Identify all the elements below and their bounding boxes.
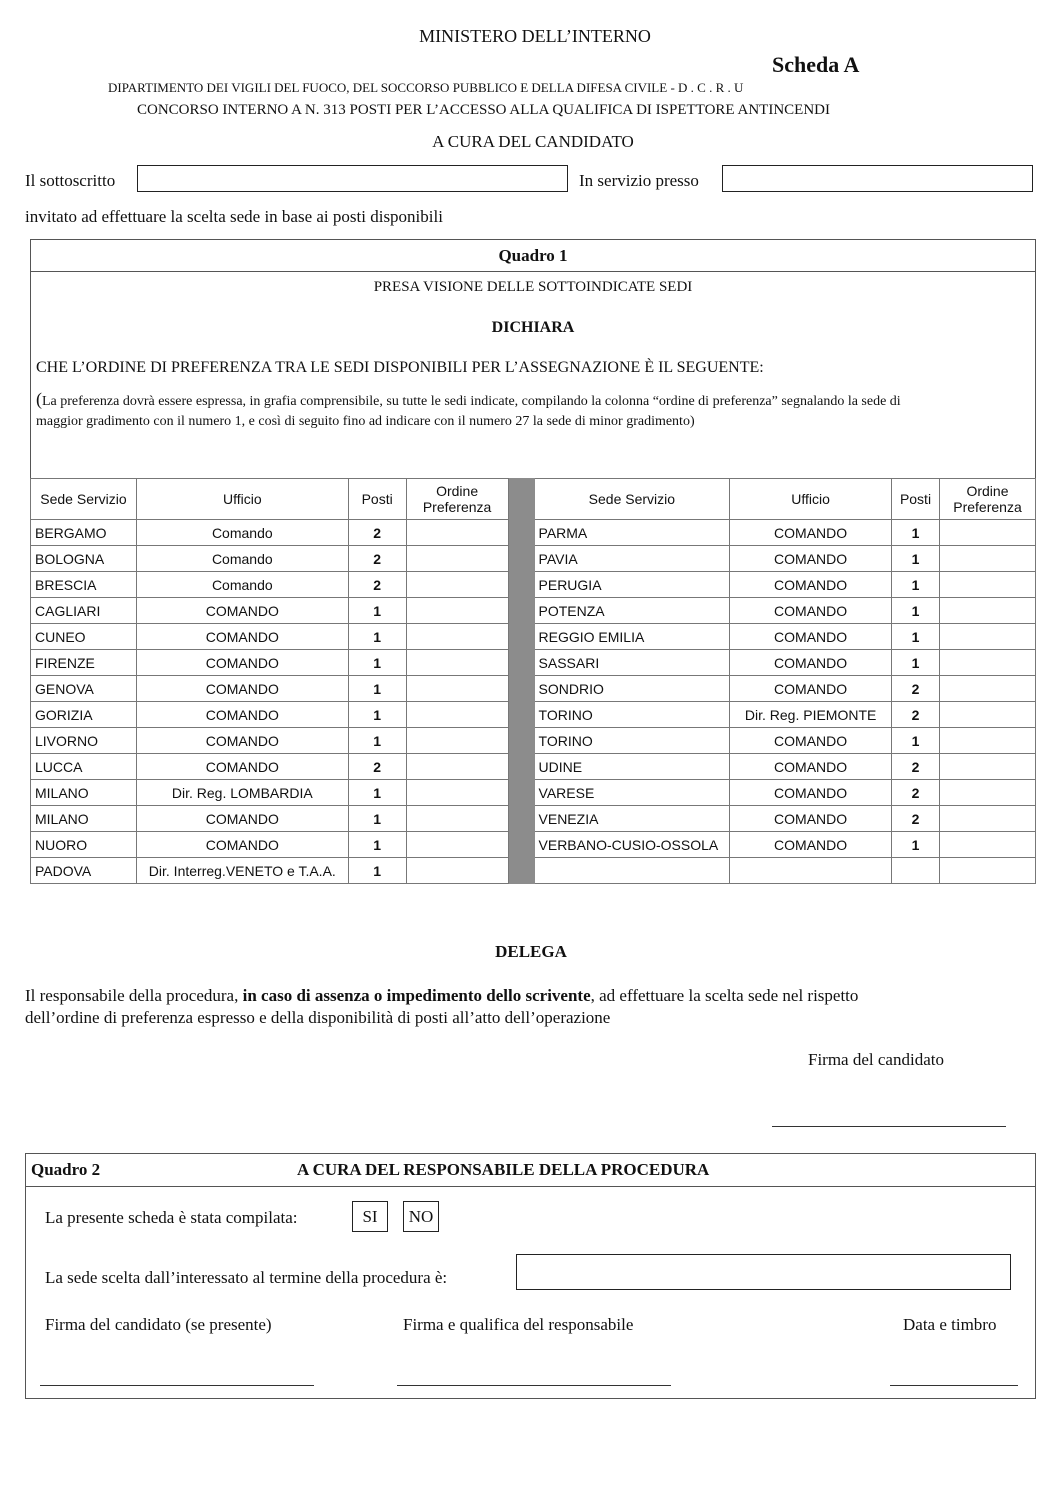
- col-ufficio-left: Ufficio: [136, 479, 348, 520]
- ordine-preferenza-input[interactable]: [406, 832, 508, 858]
- ordine-preferenza-input[interactable]: [406, 520, 508, 546]
- col-ufficio-right: Ufficio: [730, 479, 892, 520]
- quadro2-title: Quadro 2: [31, 1160, 101, 1179]
- table-separator: [508, 754, 534, 780]
- posti-cell: 1: [348, 780, 406, 806]
- firma-responsabile-label: Firma e qualifica del responsabile: [403, 1315, 634, 1334]
- firma-candidato-presente-line[interactable]: [40, 1385, 314, 1386]
- quadro2-subtitle: A CURA DEL RESPONSABILE DELLA PROCEDURA: [297, 1160, 710, 1179]
- sede-cell: TORINO: [534, 702, 730, 728]
- ufficio-cell: COMANDO: [136, 598, 348, 624]
- sede-cell: CAGLIARI: [31, 598, 137, 624]
- ordine-preferenza-input[interactable]: [939, 572, 1035, 598]
- ufficio-cell: COMANDO: [730, 832, 892, 858]
- ufficio-cell: COMANDO: [730, 598, 892, 624]
- ufficio-cell: Comando: [136, 546, 348, 572]
- table-row: [31, 832, 1036, 858]
- note-paren: (: [36, 389, 42, 409]
- sede-cell: PARMA: [534, 520, 730, 546]
- ordine-preferenza-input[interactable]: [939, 546, 1035, 572]
- ordine-preferenza-input[interactable]: [939, 624, 1035, 650]
- delega-text-bold: in caso di assenza o impedimento dello scrivente: [242, 986, 591, 1005]
- ufficio-cell: COMANDO: [730, 520, 892, 546]
- table-row: [31, 728, 1036, 754]
- posti-cell: 2: [892, 780, 940, 806]
- compilata-label: La presente scheda è stata compilata:: [45, 1208, 298, 1227]
- sede-cell: GORIZIA: [31, 702, 137, 728]
- table-row: [31, 520, 1036, 546]
- ufficio-cell: COMANDO: [730, 754, 892, 780]
- sede-cell: PERUGIA: [534, 572, 730, 598]
- sede-cell: SONDRIO: [534, 676, 730, 702]
- table-row: [31, 806, 1036, 832]
- ordine-preferenza-input[interactable]: [406, 728, 508, 754]
- ufficio-cell: COMANDO: [730, 572, 892, 598]
- preferenza-label: Preferenza: [422, 499, 492, 515]
- ufficio-cell: COMANDO: [730, 676, 892, 702]
- ufficio-cell: COMANDO: [730, 806, 892, 832]
- posti-cell: 1: [892, 650, 940, 676]
- ufficio-cell: COMANDO: [136, 676, 348, 702]
- posti-cell: 1: [348, 858, 406, 884]
- col-posti-left: Posti: [348, 479, 406, 520]
- sede-cell: BRESCIA: [31, 572, 137, 598]
- quadro2-title-divider: [25, 1186, 1036, 1187]
- table-row: [31, 780, 1036, 806]
- table-row: [31, 624, 1036, 650]
- table-separator: [508, 780, 534, 806]
- delega-text-line2: dell’ordine di preferenza espresso e della disponibilità di posti all’atto dell’operazione: [25, 1008, 611, 1027]
- ordine-preferenza-input[interactable]: [406, 598, 508, 624]
- ordine-preferenza-input[interactable]: [406, 806, 508, 832]
- posti-cell: 2: [348, 572, 406, 598]
- col-sede-right: Sede Servizio: [534, 479, 730, 520]
- posti-cell: 1: [892, 546, 940, 572]
- sedi-table: [30, 478, 1036, 884]
- table-separator: [508, 546, 534, 572]
- sede-cell: MILANO: [31, 806, 137, 832]
- posti-cell: 1: [892, 624, 940, 650]
- posti-cell: 1: [348, 832, 406, 858]
- sede-scelta-field[interactable]: [516, 1254, 1011, 1290]
- si-checkbox[interactable]: SI: [352, 1201, 388, 1232]
- department-line: DIPARTIMENTO DEI VIGILI DEL FUOCO, DEL SOCCORSO PUBBLICO E DELLA DIFESA CIVILE - D . C . R . U: [108, 80, 744, 95]
- posti-cell: 1: [348, 624, 406, 650]
- quadro1-title-divider: [30, 271, 1036, 272]
- ufficio-cell: COMANDO: [730, 546, 892, 572]
- sede-cell: PADOVA: [31, 858, 137, 884]
- ordine-preferenza-input[interactable]: [406, 702, 508, 728]
- ordine-preferenza-input[interactable]: [406, 780, 508, 806]
- sede-cell: LUCCA: [31, 754, 137, 780]
- posti-cell: 2: [348, 754, 406, 780]
- sottoscritto-label: Il sottoscritto: [25, 171, 116, 190]
- invitato-text: invitato ad effettuare la scelta sede in base ai posti disponibili: [25, 207, 443, 226]
- posti-cell: [892, 858, 940, 884]
- ordine-preferenza-input[interactable]: [406, 754, 508, 780]
- preferenza-label: Preferenza: [953, 499, 1022, 515]
- sede-cell: MILANO: [31, 780, 137, 806]
- posti-cell: 1: [892, 598, 940, 624]
- delega-text-b: , ad effettuare la scelta sede nel rispetto: [590, 986, 859, 1005]
- firma-candidato-presente-label: Firma del candidato (se presente): [45, 1315, 272, 1334]
- posti-cell: 2: [892, 676, 940, 702]
- col-posti-right: Posti: [892, 479, 940, 520]
- sede-cell: BERGAMO: [31, 520, 137, 546]
- posti-cell: 1: [892, 572, 940, 598]
- servizio-field[interactable]: [722, 165, 1033, 192]
- sede-cell: VARESE: [534, 780, 730, 806]
- posti-cell: 2: [892, 754, 940, 780]
- ufficio-cell: COMANDO: [136, 832, 348, 858]
- table-separator: [508, 598, 534, 624]
- table-separator: [508, 806, 534, 832]
- table-row: [31, 676, 1036, 702]
- ordine-preferenza-input[interactable]: [939, 520, 1035, 546]
- table-row: [31, 702, 1036, 728]
- no-checkbox[interactable]: NO: [403, 1201, 439, 1232]
- ufficio-cell: Dir. Reg. LOMBARDIA: [136, 780, 348, 806]
- dichiara-heading: DICHIARA: [491, 319, 575, 336]
- ordine-label: Ordine: [436, 483, 479, 499]
- sede-cell: PAVIA: [534, 546, 730, 572]
- ordine-preferenza-input[interactable]: [939, 676, 1035, 702]
- ufficio-cell: COMANDO: [136, 754, 348, 780]
- sede-cell: BOLOGNA: [31, 546, 137, 572]
- sede-cell: NUORO: [31, 832, 137, 858]
- concorso-line: CONCORSO INTERNO A N. 313 POSTI PER L’ACCESSO ALLA QUALIFICA DI ISPETTORE ANTINCENDI: [137, 102, 830, 118]
- posti-cell: 1: [892, 728, 940, 754]
- posti-cell: 1: [348, 676, 406, 702]
- table-row: [31, 546, 1036, 572]
- ufficio-cell: COMANDO: [136, 728, 348, 754]
- firma-responsabile-line[interactable]: [397, 1385, 671, 1386]
- sottoscritto-field[interactable]: [137, 165, 568, 192]
- ufficio-cell: COMANDO: [136, 624, 348, 650]
- ufficio-cell: Comando: [136, 520, 348, 546]
- posti-cell: 1: [348, 702, 406, 728]
- table-separator: [508, 572, 534, 598]
- quadro1-title: Quadro 1: [498, 246, 568, 265]
- ordine-preferenza-input[interactable]: [406, 858, 508, 884]
- sede-cell: [534, 858, 730, 884]
- col-ordine-left: [406, 479, 508, 520]
- servizio-label: In servizio presso: [579, 171, 699, 190]
- delega-heading: DELEGA: [495, 942, 567, 961]
- firma-candidato-line[interactable]: [772, 1126, 1006, 1127]
- ordine-preferenza-input[interactable]: [939, 650, 1035, 676]
- posti-cell: 2: [348, 546, 406, 572]
- table-header-row: [31, 479, 1036, 520]
- sede-cell: REGGIO EMILIA: [534, 624, 730, 650]
- ordine-preferenza-input[interactable]: [406, 676, 508, 702]
- posti-cell: 1: [348, 806, 406, 832]
- sede-cell: VENEZIA: [534, 806, 730, 832]
- ordine-preferenza-input[interactable]: [939, 780, 1035, 806]
- ordine-preferenza-input[interactable]: [939, 858, 1035, 884]
- table-separator: [508, 702, 534, 728]
- table-row: [31, 598, 1036, 624]
- ufficio-cell: Dir. Reg. PIEMONTE: [730, 702, 892, 728]
- sede-cell: FIRENZE: [31, 650, 137, 676]
- table-row: [31, 858, 1036, 884]
- ordine-preferenza-input[interactable]: [939, 728, 1035, 754]
- table-row: [31, 572, 1036, 598]
- ordine-preferenza-input[interactable]: [939, 598, 1035, 624]
- ordine-preferenza-input[interactable]: [406, 546, 508, 572]
- ufficio-cell: COMANDO: [136, 702, 348, 728]
- ufficio-cell: [730, 858, 892, 884]
- table-row: [31, 650, 1036, 676]
- table-separator: [508, 479, 534, 520]
- posti-cell: 1: [348, 598, 406, 624]
- table-separator: [508, 832, 534, 858]
- posti-cell: 1: [892, 832, 940, 858]
- ministry-title: MINISTERO DELL’INTERNO: [419, 26, 651, 46]
- ufficio-cell: COMANDO: [136, 806, 348, 832]
- ufficio-cell: COMANDO: [730, 728, 892, 754]
- ufficio-cell: COMANDO: [730, 624, 892, 650]
- note-line-2: maggior gradimento con il numero 1, e così di seguito fino ad indicare con il numero 27 la sede di minor gradimento): [36, 414, 695, 429]
- col-sede-left: Sede Servizio: [31, 479, 137, 520]
- posti-cell: 2: [348, 520, 406, 546]
- sede-cell: GENOVA: [31, 676, 137, 702]
- posti-cell: 1: [348, 650, 406, 676]
- ordine-preferenza-input[interactable]: [939, 832, 1035, 858]
- table-row: [31, 754, 1036, 780]
- ordine-preferenza-input[interactable]: [406, 650, 508, 676]
- delega-text-a: Il responsabile della procedura,: [25, 986, 243, 1005]
- posti-cell: 2: [892, 806, 940, 832]
- scheda-label: Scheda A: [772, 52, 860, 77]
- sede-cell: CUNEO: [31, 624, 137, 650]
- ufficio-cell: Comando: [136, 572, 348, 598]
- ordine-label: Ordine: [966, 483, 1009, 499]
- note-line-1: La preferenza dovrà essere espressa, in grafia comprensibile, su tutte le sedi indicate, compilando la colonna “ordine di preferenza” segnalando la sede di: [42, 394, 901, 409]
- ordine-statement: CHE L’ORDINE DI PREFERENZA TRA LE SEDI DISPONIBILI PER L’ASSEGNAZIONE È IL SEGUENTE:: [36, 359, 764, 376]
- posti-cell: 1: [348, 728, 406, 754]
- data-timbro-line[interactable]: [890, 1385, 1018, 1386]
- sede-cell: LIVORNO: [31, 728, 137, 754]
- ufficio-cell: COMANDO: [730, 650, 892, 676]
- ufficio-cell: Dir. Interreg.VENETO e T.A.A.: [136, 858, 348, 884]
- data-timbro-label: Data e timbro: [903, 1315, 997, 1334]
- table-separator: [508, 676, 534, 702]
- ufficio-cell: COMANDO: [136, 650, 348, 676]
- col-ordine-right: [939, 479, 1035, 520]
- ordine-preferenza-input[interactable]: [939, 806, 1035, 832]
- ordine-preferenza-input[interactable]: [939, 702, 1035, 728]
- table-separator: [508, 728, 534, 754]
- ufficio-cell: COMANDO: [730, 780, 892, 806]
- delega-text: [25, 985, 858, 1029]
- ordine-preferenza-input[interactable]: [939, 754, 1035, 780]
- sede-cell: TORINO: [534, 728, 730, 754]
- table-separator: [508, 624, 534, 650]
- presa-visione: PRESA VISIONE DELLE SOTTOINDICATE SEDI: [373, 279, 693, 295]
- posti-cell: 1: [892, 520, 940, 546]
- sede-scelta-label: La sede scelta dall’interessato al termine della procedura è:: [45, 1268, 448, 1287]
- preference-note: [36, 389, 901, 432]
- ordine-preferenza-input[interactable]: [406, 572, 508, 598]
- sede-cell: UDINE: [534, 754, 730, 780]
- firma-candidato-label: Firma del candidato: [808, 1050, 944, 1069]
- sede-cell: VERBANO-CUSIO-OSSOLA: [534, 832, 730, 858]
- ordine-preferenza-input[interactable]: [406, 624, 508, 650]
- table-separator: [508, 650, 534, 676]
- table-separator: [508, 858, 534, 884]
- a-cura-candidato: A CURA DEL CANDIDATO: [432, 132, 634, 151]
- table-separator: [508, 520, 534, 546]
- sede-cell: POTENZA: [534, 598, 730, 624]
- sede-cell: SASSARI: [534, 650, 730, 676]
- posti-cell: 2: [892, 702, 940, 728]
